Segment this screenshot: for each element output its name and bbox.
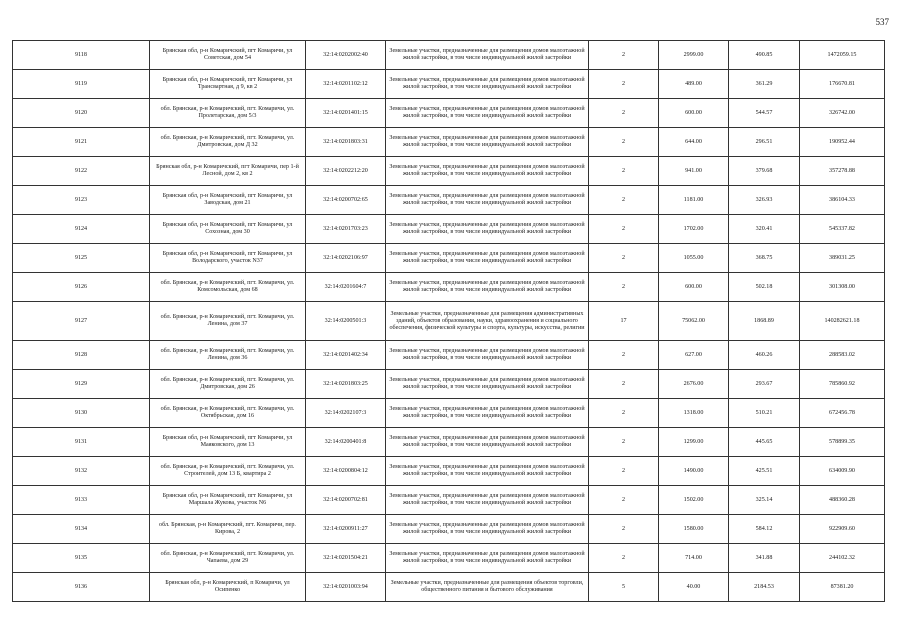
specific-value-cell: 490.85 xyxy=(729,41,800,70)
cadastral-value-cell: 672456.78 xyxy=(800,399,885,428)
row-number-cell: 9133 xyxy=(13,486,150,515)
row-number-cell: 9118 xyxy=(13,41,150,70)
specific-value-cell: 445.65 xyxy=(729,428,800,457)
address-cell: обл. Брянская, р-н Комаричский, пгт. Комаричи, ул. Октябрьская, дом 16 xyxy=(150,399,306,428)
cadastral-value-cell: 288583.02 xyxy=(800,341,885,370)
specific-value-cell: 510.21 xyxy=(729,399,800,428)
address-cell: обл. Брянская, р-н Комаричский, пгт. Комаричи, ул. Строителей, дом 13 Б, квартира 2 xyxy=(150,457,306,486)
table-row xyxy=(13,215,885,244)
land-use-cell: Земельные участки, предназначенные для размещения домов малоэтажной жилой застройки, в том числе индивидуальной жилой застройки xyxy=(386,99,589,128)
specific-value-cell: 584.12 xyxy=(729,515,800,544)
use-group-cell: 2 xyxy=(589,244,659,273)
cadastral-value-cell: 1472059.15 xyxy=(800,41,885,70)
table-row xyxy=(13,399,885,428)
specific-value-cell: 544.57 xyxy=(729,99,800,128)
cadastral-value-cell: 545337.82 xyxy=(800,215,885,244)
row-number-cell: 9134 xyxy=(13,515,150,544)
cadastral-value-cell: 386104.33 xyxy=(800,186,885,215)
specific-value-cell: 2184.53 xyxy=(729,573,800,602)
table-row xyxy=(13,186,885,215)
cadastral-number-cell: 32:14:0200911:27 xyxy=(306,515,386,544)
use-group-cell: 2 xyxy=(589,486,659,515)
area-cell: 1502.00 xyxy=(659,486,729,515)
address-cell: обл. Брянская, р-н Комаричский, пгт. Комаричи, ул. Ленина, дом 37 xyxy=(150,302,306,341)
cadastral-value-cell: 578899.35 xyxy=(800,428,885,457)
specific-value-cell: 326.93 xyxy=(729,186,800,215)
row-number-cell: 9123 xyxy=(13,186,150,215)
table-row xyxy=(13,244,885,273)
land-use-cell: Земельные участки, предназначенные для размещения домов малоэтажной жилой застройки, в том числе индивидуальной жилой застройки xyxy=(386,128,589,157)
cadastral-value-cell: 357278.88 xyxy=(800,157,885,186)
cadastral-value-cell: 190952.44 xyxy=(800,128,885,157)
specific-value-cell: 361.29 xyxy=(729,70,800,99)
use-group-cell: 2 xyxy=(589,157,659,186)
area-cell: 2676.00 xyxy=(659,370,729,399)
address-cell: Брянская обл, р-н Комаричский, пгт Комаричи, ул Сохозная, дом 30 xyxy=(150,215,306,244)
land-use-cell: Земельные участки, предназначенные для размещения домов малоэтажной жилой застройки, в том числе индивидуальной жилой застройки xyxy=(386,70,589,99)
land-use-cell: Земельные участки, предназначенные для размещения домов малоэтажной жилой застройки, в том числе индивидуальной жилой застройки xyxy=(386,457,589,486)
area-cell: 600.00 xyxy=(659,273,729,302)
cadastral-number-cell: 32:14:0200501:3 xyxy=(306,302,386,341)
cadastral-value-cell: 87381.20 xyxy=(800,573,885,602)
table-row xyxy=(13,428,885,457)
use-group-cell: 2 xyxy=(589,341,659,370)
use-group-cell: 2 xyxy=(589,186,659,215)
cadastral-number-cell: 32:14:0201003:94 xyxy=(306,573,386,602)
cadastral-number-cell: 32:14:0201401:15 xyxy=(306,99,386,128)
row-number-cell: 9131 xyxy=(13,428,150,457)
cadastral-value-cell: 488360.28 xyxy=(800,486,885,515)
land-use-cell: Земельные участки, предназначенные для размещения домов малоэтажной жилой застройки, в том числе индивидуальной жилой застройки xyxy=(386,41,589,70)
specific-value-cell: 341.88 xyxy=(729,544,800,573)
table-row xyxy=(13,41,885,70)
land-use-cell: Земельные участки, предназначенные для размещения домов малоэтажной жилой застройки, в том числе индивидуальной жилой застройки xyxy=(386,244,589,273)
cadastral-number-cell: 32:14:0201504:21 xyxy=(306,544,386,573)
land-use-cell: Земельные участки, предназначенные для размещения домов малоэтажной жилой застройки, в том числе индивидуальной жилой застройки xyxy=(386,486,589,515)
cadastral-number-cell: 32:14:0201803:25 xyxy=(306,370,386,399)
use-group-cell: 5 xyxy=(589,573,659,602)
land-use-cell: Земельные участки, предназначенные для размещения объектов торговли, общественного питания и бытового обслуживания xyxy=(386,573,589,602)
specific-value-cell: 460.26 xyxy=(729,341,800,370)
table-row xyxy=(13,341,885,370)
area-cell: 1318.00 xyxy=(659,399,729,428)
area-cell: 1702.00 xyxy=(659,215,729,244)
cadastral-number-cell: 32:14:0202002:40 xyxy=(306,41,386,70)
land-use-cell: Земельные участки, предназначенные для размещения домов малоэтажной жилой застройки, в том числе индивидуальной жилой застройки xyxy=(386,515,589,544)
table-row xyxy=(13,70,885,99)
area-cell: 1181.00 xyxy=(659,186,729,215)
area-cell: 1299.00 xyxy=(659,428,729,457)
area-cell: 489.00 xyxy=(659,70,729,99)
row-number-cell: 9127 xyxy=(13,302,150,341)
address-cell: Брянская обл, р-н Комаричский, пгт Комаричи, пер 1-й Лесной, дом 2, кв 2 xyxy=(150,157,306,186)
use-group-cell: 2 xyxy=(589,215,659,244)
cadastral-value-cell: 634009.90 xyxy=(800,457,885,486)
table-row xyxy=(13,128,885,157)
row-number-cell: 9125 xyxy=(13,244,150,273)
area-cell: 941.00 xyxy=(659,157,729,186)
land-use-cell: Земельные участки, предназначенные для размещения административных зданий, объектов образования, науки, здравоохранения и социального обеспечения, физической культуры и спорта, культуры, искусства, религии xyxy=(386,302,589,341)
specific-value-cell: 325.14 xyxy=(729,486,800,515)
table-row xyxy=(13,157,885,186)
land-use-cell: Земельные участки, предназначенные для размещения домов малоэтажной жилой застройки, в том числе индивидуальной жилой застройки xyxy=(386,215,589,244)
area-cell: 1055.00 xyxy=(659,244,729,273)
area-cell: 714.00 xyxy=(659,544,729,573)
address-cell: обл. Брянская, р-н Комаричский, пгт. Комаричи, пер. Кирова, 2 xyxy=(150,515,306,544)
specific-value-cell: 425.51 xyxy=(729,457,800,486)
use-group-cell: 2 xyxy=(589,515,659,544)
row-number-cell: 9122 xyxy=(13,157,150,186)
use-group-cell: 2 xyxy=(589,428,659,457)
use-group-cell: 2 xyxy=(589,99,659,128)
cadastral-value-cell: 326742.00 xyxy=(800,99,885,128)
address-cell: обл. Брянская, р-н Комаричский, пгт. Комаричи, ул. Дмитровская, дом 26 xyxy=(150,370,306,399)
specific-value-cell: 368.75 xyxy=(729,244,800,273)
use-group-cell: 2 xyxy=(589,370,659,399)
area-cell: 2999.00 xyxy=(659,41,729,70)
area-cell: 600.00 xyxy=(659,99,729,128)
use-group-cell: 17 xyxy=(589,302,659,341)
row-number-cell: 9124 xyxy=(13,215,150,244)
address-cell: Брянская обл, р-н Комаричский, пгт Комаричи, ул Маяковского, дом 13 xyxy=(150,428,306,457)
area-cell: 1580.00 xyxy=(659,515,729,544)
cadastral-number-cell: 32:14:0200702:65 xyxy=(306,186,386,215)
specific-value-cell: 296.51 xyxy=(729,128,800,157)
area-cell: 40.00 xyxy=(659,573,729,602)
cadastral-value-cell: 785860.92 xyxy=(800,370,885,399)
cadastral-number-cell: 32:14:0201604:7 xyxy=(306,273,386,302)
table-row xyxy=(13,515,885,544)
cadastral-value-cell: 922909.60 xyxy=(800,515,885,544)
table-row xyxy=(13,573,885,602)
table-row xyxy=(13,457,885,486)
cadastral-value-cell: 176670.81 xyxy=(800,70,885,99)
cadastral-value-cell: 244102.32 xyxy=(800,544,885,573)
table-row xyxy=(13,544,885,573)
specific-value-cell: 320.41 xyxy=(729,215,800,244)
cadastral-value-table xyxy=(12,40,885,602)
row-number-cell: 9130 xyxy=(13,399,150,428)
use-group-cell: 2 xyxy=(589,399,659,428)
cadastral-number-cell: 32:14:0202107:3 xyxy=(306,399,386,428)
land-use-cell: Земельные участки, предназначенные для размещения домов малоэтажной жилой застройки, в том числе индивидуальной жилой застройки xyxy=(386,544,589,573)
cadastral-value-cell: 389031.25 xyxy=(800,244,885,273)
use-group-cell: 2 xyxy=(589,128,659,157)
row-number-cell: 9135 xyxy=(13,544,150,573)
cadastral-number-cell: 32:14:0200702:81 xyxy=(306,486,386,515)
table-row xyxy=(13,273,885,302)
use-group-cell: 2 xyxy=(589,544,659,573)
use-group-cell: 2 xyxy=(589,70,659,99)
cadastral-value-cell: 301308.00 xyxy=(800,273,885,302)
cadastral-number-cell: 32:14:0200804:12 xyxy=(306,457,386,486)
specific-value-cell: 293.67 xyxy=(729,370,800,399)
address-cell: Брянская обл, р-н Комаричский, пгт Комаричи, ул Советская, дом 54 xyxy=(150,41,306,70)
cadastral-number-cell: 32:14:0201102:12 xyxy=(306,70,386,99)
table-body xyxy=(13,41,885,602)
land-use-cell: Земельные участки, предназначенные для размещения домов малоэтажной жилой застройки, в том числе индивидуальной жилой застройки xyxy=(386,370,589,399)
address-cell: Брянская обл, р-н Комаричский, п Комаричи, ул Осипенко xyxy=(150,573,306,602)
area-cell: 627.00 xyxy=(659,341,729,370)
use-group-cell: 2 xyxy=(589,41,659,70)
row-number-cell: 9119 xyxy=(13,70,150,99)
land-use-cell: Земельные участки, предназначенные для размещения домов малоэтажной жилой застройки, в том числе индивидуальной жилой застройки xyxy=(386,399,589,428)
land-use-cell: Земельные участки, предназначенные для размещения домов малоэтажной жилой застройки, в том числе индивидуальной жилой застройки xyxy=(386,157,589,186)
land-use-cell: Земельные участки, предназначенные для размещения домов малоэтажной жилой застройки, в том числе индивидуальной жилой застройки xyxy=(386,273,589,302)
use-group-cell: 2 xyxy=(589,273,659,302)
table-row xyxy=(13,486,885,515)
page-number: 537 xyxy=(875,17,889,27)
address-cell: Брянская обл, р-н Комаричский, пгт Комаричи, ул Маршала Жукова, участок N6 xyxy=(150,486,306,515)
row-number-cell: 9126 xyxy=(13,273,150,302)
address-cell: обл. Брянская, р-н Комаричский, пгт. Комаричи, ул. Комсомольская, дом 68 xyxy=(150,273,306,302)
land-use-cell: Земельные участки, предназначенные для размещения домов малоэтажной жилой застройки, в том числе индивидуальной жилой застройки xyxy=(386,186,589,215)
specific-value-cell: 502.18 xyxy=(729,273,800,302)
cadastral-number-cell: 32:14:0202106:97 xyxy=(306,244,386,273)
cadastral-number-cell: 32:14:0201402:34 xyxy=(306,341,386,370)
row-number-cell: 9136 xyxy=(13,573,150,602)
specific-value-cell: 1868.89 xyxy=(729,302,800,341)
use-group-cell: 2 xyxy=(589,457,659,486)
row-number-cell: 9120 xyxy=(13,99,150,128)
row-number-cell: 9132 xyxy=(13,457,150,486)
cadastral-value-cell: 140282621.18 xyxy=(800,302,885,341)
row-number-cell: 9128 xyxy=(13,341,150,370)
area-cell: 1490.00 xyxy=(659,457,729,486)
address-cell: Брянская обл, р-н Комаричский, пгт Комаричи, ул Заводская, дом 21 xyxy=(150,186,306,215)
table-row xyxy=(13,370,885,399)
address-cell: обл. Брянская, р-н Комаричский, пгт. Комаричи, ул. Дмитровская, дом Д 32 xyxy=(150,128,306,157)
address-cell: обл. Брянская, р-н Комаричский, пгт. Комаричи, ул. Ленина, дом 36 xyxy=(150,341,306,370)
address-cell: обл. Брянская, р-н Комаричский, пгт. Комаричи, ул. Чапаева, дом 29 xyxy=(150,544,306,573)
cadastral-number-cell: 32:14:0201803:31 xyxy=(306,128,386,157)
land-use-cell: Земельные участки, предназначенные для размещения домов малоэтажной жилой застройки, в том числе индивидуальной жилой застройки xyxy=(386,428,589,457)
table-row xyxy=(13,99,885,128)
area-cell: 75062.00 xyxy=(659,302,729,341)
cadastral-number-cell: 32:14:0200401:8 xyxy=(306,428,386,457)
address-cell: Брянская обл, р-н Комаричский, пгт Комаричи, ул Трансвартная, д 9, кв 2 xyxy=(150,70,306,99)
address-cell: обл. Брянская, р-н Комаричский, пгт. Комаричи, ул. Пролетарская, дом 5/3 xyxy=(150,99,306,128)
land-use-cell: Земельные участки, предназначенные для размещения домов малоэтажной жилой застройки, в том числе индивидуальной жилой застройки xyxy=(386,341,589,370)
area-cell: 644.00 xyxy=(659,128,729,157)
table-row xyxy=(13,302,885,341)
specific-value-cell: 379.68 xyxy=(729,157,800,186)
cadastral-number-cell: 32:14:0202212:20 xyxy=(306,157,386,186)
cadastral-number-cell: 32:14:0201703:23 xyxy=(306,215,386,244)
address-cell: Брянская обл, р-н Комаричский, пгт Комаричи, ул Володарского, участок N37 xyxy=(150,244,306,273)
row-number-cell: 9121 xyxy=(13,128,150,157)
row-number-cell: 9129 xyxy=(13,370,150,399)
